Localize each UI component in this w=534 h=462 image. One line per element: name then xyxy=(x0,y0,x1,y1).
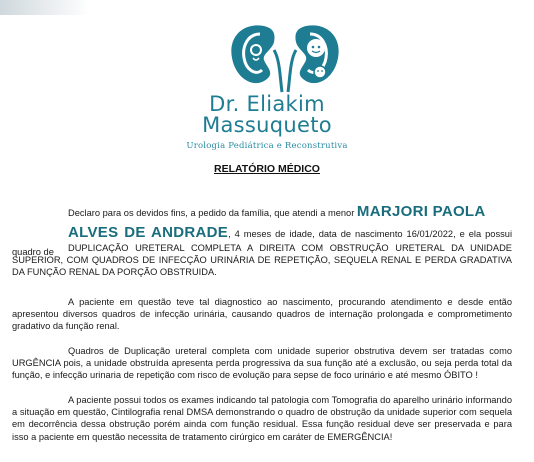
kidney-children-logo-icon xyxy=(220,20,350,94)
patient-name-part1: MARJORI PAOLA xyxy=(356,203,486,220)
header-decoration-band xyxy=(0,0,90,15)
brand-logo xyxy=(200,20,370,94)
brand-subtitle: Urologia Pediátrica e Reconstrutiva xyxy=(186,141,348,151)
patient-age-dob: , 4 meses de idade, data de nascimento 16/01/2022, e ela possui quadro de xyxy=(12,229,513,257)
brand-name-line2: Massuqueto xyxy=(202,113,332,137)
diagnosis-text: DUPLICAÇÃO URETERAL COMPLETA A DIREITA COM OBSTRUÇÃO URETERAL DA UNIDADE SUPERIOR, COM QUADROS DE INFECÇÃO URINÁRIA DE REPETIÇÃO, SEQUELA RENAL E PERDA GRADATIVA DA FUNÇÃO RENAL DA PORÇÃO OBSTRUIDA. xyxy=(12,243,512,278)
patient-name-part2: ALVES DE ANDRADE xyxy=(68,224,229,241)
report-title: RELATÓRIO MÉDICO xyxy=(214,163,320,175)
paragraph-declaration xyxy=(12,200,512,279)
declaration-intro: Declaro para os devidos fins, a pedido da família, que atendi a menor xyxy=(68,208,355,218)
paragraph-urgency: Quadros de Duplicação ureteral completa com unidade superior obstrutiva devem ser tratadas como URGÊNCIA pois, a unidade obstruída apresenta perda progressiva da sua função até a exclusão, ou seja perda total da função, e infecção urinaria de repetição com risco de evolução para sepse de foco urinário e até mesmo ÓBITO ! xyxy=(12,346,512,381)
brand-name-line1: Dr. Eliakim xyxy=(209,92,325,116)
paragraph-history: A paciente em questão teve tal diagnostico ao nascimento, procurando atendimento e desde então apresentou diversos quadros de infecção urinária, causando quadros de internação prolongada e comprometimento gradativo da função renal. xyxy=(12,297,512,332)
paragraph-exams: A paciente possui todos os exames indicando tal patologia com Tomografia do aparelho urinário informando a situação em questão, Cintilografia renal DMSA demonstrando o quadro de obstrução da unidade superior com sequela em decorrência dessa obstrução porém ainda com função residual. Essa função residual deve ser preservada e para isso a paciente em questão necessita de tratamento cirúrgico em caráter de EMERGÊNCIA! xyxy=(12,395,512,442)
